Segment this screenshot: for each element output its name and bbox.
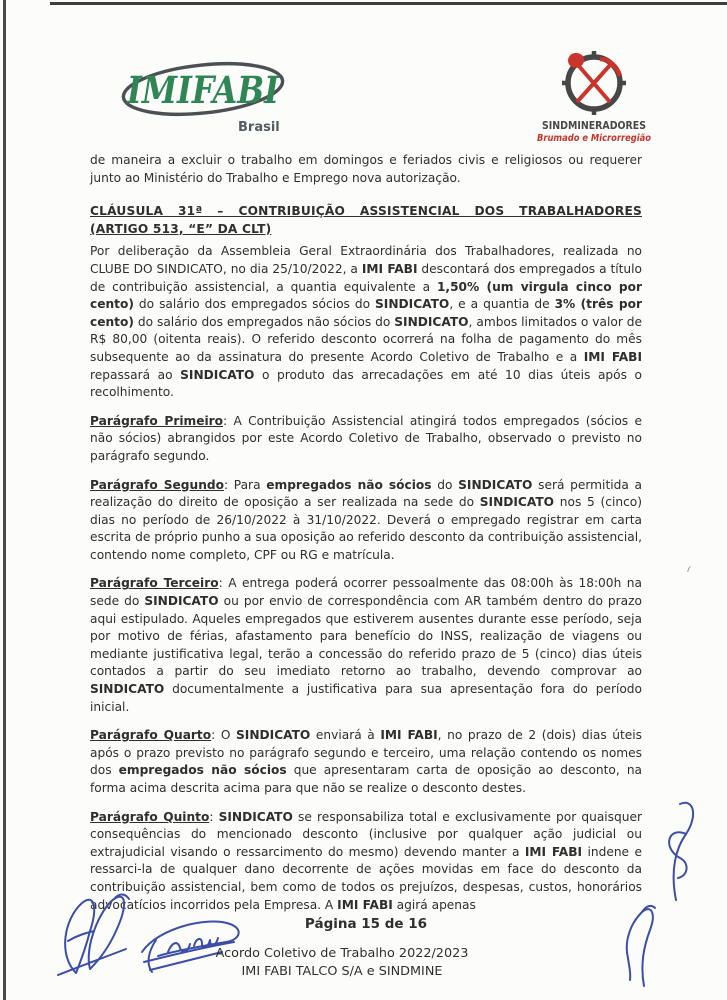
imifabi-logo (116, 58, 291, 142)
sindmineradores-subtitle: Brumado e Microrregião (537, 133, 652, 144)
sindmineradores-name: SINDMINERADORES (542, 120, 646, 132)
paragrafo-primeiro: Parágrafo Primeiro: A Contribuição Assistencial atingirá todos empregados (sócios e não sócios) abrangidos por este Acordo Coletivo de Trabalho, observado o previsto no parágrafo segundo. (90, 413, 642, 463)
clause-31-heading-line2: (ARTIGO 513, “E” DA CLT) (90, 221, 272, 236)
footer-doc-title: Acordo Coletivo de Trabalho 2022/2023 (215, 946, 469, 961)
sindmineradores-logo (532, 50, 656, 150)
paragrafo-segundo: Parágrafo Segundo: Para empregados não sócios do SINDICATO será permitida a realização do direito de oposição a ser realizada na sede do SINDICATO nos 5 (cinco) dias no período de 26/10/2022 à 31/10/2022. Deverá o empregado registrar em carta escrita de próprio punho a sua oposição ao referido desconto da contribuição assistencial, contendo nome completo, CPF ou RG e matrícula. (90, 477, 642, 562)
clause-31-body-paragraph: Por deliberação da Assembleia Geral Extraordinária dos Trabalhadores, realizada no CLUBE DO SINDICATO, no dia 25/10/2022, a IMI FABI descontará dos empregados a título de contribuição assistencial, a quantia equivalente a 1,50% (um virgula cinco por cento) do salário dos empregados sócios do SINDICATO, e a quantia de 3% (três por cento) do salário dos empregados não sócios do SINDICATO, ambos limitados o valor de R$ 80,00 (oitenta reais). O referido desconto ocorrerá na folha de pagamento do mês subsequente ao da assinatura do presente Acordo Coletivo de Trabalho e a IMI FABI repassará ao SINDICATO o produto das arrecadações em até 10 dias úteis após o recolhimento. (90, 244, 642, 400)
paragraph-continuation: de maneira a excluir o trabalho em domingos e feriados civis e religiosos ou requerer junto ao Ministério do Trabalho e Emprego nova autorização. (90, 153, 642, 185)
paragrafo-quarto: Parágrafo Quarto: O SINDICATO enviará à IMI FABI, no prazo de 2 (dois) dias úteis após o prazo previsto no parágrafo segundo e terceiro, uma relação contendo os nomes dos empregados não sócios que apresentaram carta de oposição ao desconto, na forma acima descrita acima para que não se realize o desconto destes. (90, 728, 643, 795)
clause-31-heading (90, 203, 642, 238)
signature-right-margin (650, 798, 702, 908)
footer-parties: IMI FABI TALCO S/A e SINDMINE (241, 964, 443, 979)
clause-31-heading-line1: CLÁUSULA 31ª – CONTRIBUIÇÃO ASSISTENCIAL DOS TRABALHADORES (90, 204, 642, 219)
paragrafo-quinto: Parágrafo Quinto: SINDICATO se responsabiliza total e exclusivamente por quaisquer consequências do mencionado desconto (inclusive por qualquer ação judicial ou extrajudicial visando o ressarcimento do mesmo) devendo manter a IMI FABI indene e ressarci-la de qualquer dano decorrente de ações movidas em face do desconto da contribuição assistencial, bem como de todos os prejuízos, despesas, custos, honorários advocatícios incorridos pela Empresa. A IMI FABI agirá apenas (90, 809, 643, 912)
imifabi-logo-graphic (116, 58, 291, 138)
page-footer (90, 916, 642, 981)
imifabi-wordmark: IMIFABI (126, 68, 281, 112)
shovel-blade (568, 53, 584, 68)
scan-artifact-top-edge (50, 2, 727, 5)
sindmineradores-logo-graphic (532, 50, 656, 146)
document-body (90, 152, 642, 914)
imifabi-subtitle: Brasil (238, 120, 280, 135)
scan-speck (687, 565, 695, 574)
paragrafo-terceiro: Parágrafo Terceiro: A entrega poderá ocorrer pessoalmente das 08:00h às 18:00h na sede do SINDICATO ou por envio de correspondência com AR também dentro do prazo aqui estipulado. Aqueles empregados que estiverem ausentes durante esse período, seja por motivo de férias, afastamento para benefício do INSS, realização de viagens ou mediante justificativa legal, terão a concessão do referido prazo de 5 (cinco) dias úteis contados a partir do seu imediato retorno ao trabalho, devendo comprovar ao SINDICATO documentalmente a justificativa para sua apresentação fora do período inicial. (90, 576, 642, 714)
page-number: Página 15 de 16 (304, 916, 428, 932)
footer-doc-block (66, 945, 618, 981)
scan-artifact-left-edge (3, 0, 6, 1000)
crossed-tools-icon (568, 53, 620, 102)
